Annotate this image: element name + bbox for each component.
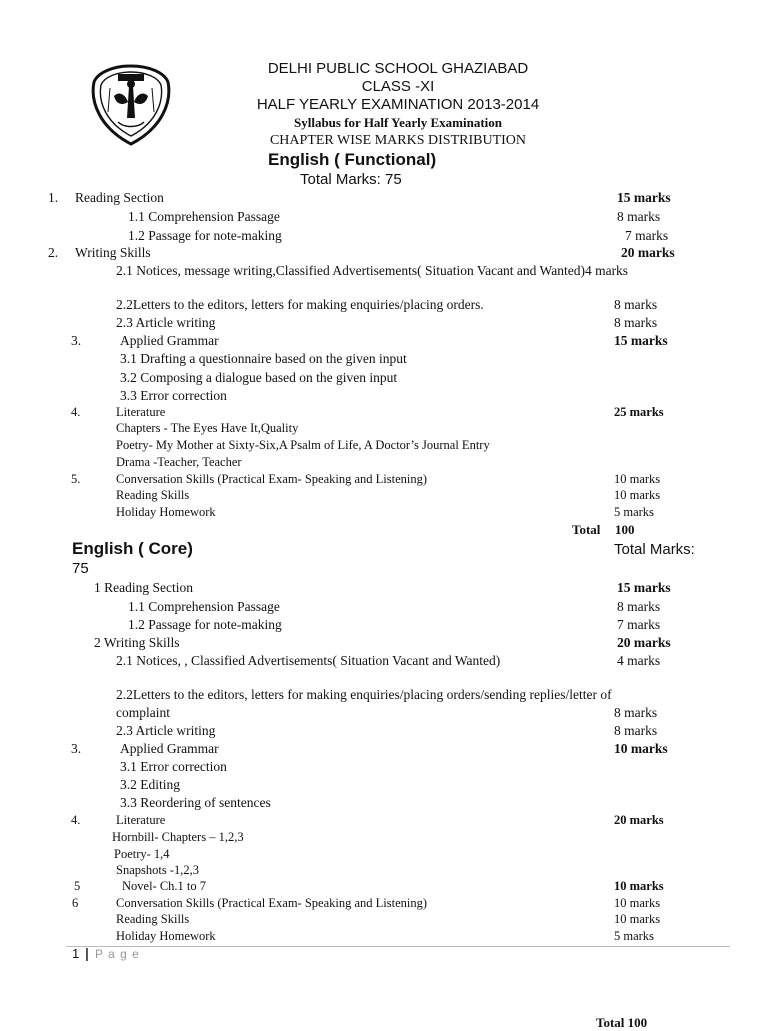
list-item-marks: 8 marks [617, 209, 661, 224]
list-item-text: 1 Reading Section [94, 580, 193, 595]
exam-title: HALF YEARLY EXAMINATION 2013-2014 [256, 96, 540, 113]
list-item-text: 1.2 Passage for note-making [128, 228, 282, 243]
list-item-text: Reading Section [75, 190, 164, 205]
list-item-text: 3.2 Composing a dialogue based on the given input [120, 370, 398, 385]
list-item-marks: 5 marks [614, 505, 654, 519]
list-item-number: 3. [71, 741, 82, 756]
core-total-marks-label: Total Marks: [614, 541, 695, 558]
list-item-number: 1. [48, 190, 59, 205]
list-item-text: Literature [116, 813, 166, 827]
list-item-marks: 5 marks [614, 929, 654, 943]
list-item-text: 2.2Letters to the editors, letters for making enquiries/placing orders. [116, 297, 484, 312]
list-item-marks: 10 marks [614, 488, 661, 502]
list-item-text: Conversation Skills (Practical Exam- Speaking and Listening) [116, 896, 428, 910]
bottom-cut-total: Total 100 [596, 1015, 648, 1030]
list-item-marks: 15 marks [617, 580, 671, 595]
list-item-text: Conversation Skills (Practical Exam- Speaking and Listening) [116, 472, 428, 486]
list-item-text: Applied Grammar [120, 333, 219, 348]
list-item-number: 3. [71, 333, 82, 348]
list-item-marks: 8 marks [614, 705, 658, 720]
list-item-number: 6 [72, 896, 79, 910]
list-item-text: Reading Skills [116, 912, 190, 926]
page-number-separator: | [85, 945, 89, 961]
list-item-number: 4. [71, 405, 81, 419]
list-item-marks: 10 marks [614, 896, 661, 910]
list-item-text: Poetry- My Mother at Sixty-Six,A Psalm of Life, A Doctor’s Journal Entry [116, 438, 490, 452]
list-item-text: 1.2 Passage for note-making [128, 617, 282, 632]
list-item-text: 2 Writing Skills [94, 635, 180, 650]
list-item-marks: 10 marks [614, 879, 664, 893]
list-item-number: 4. [71, 813, 81, 827]
list-item-text: 2.3 Article writing [116, 315, 216, 330]
list-item-text: Drama -Teacher, Teacher [116, 455, 242, 469]
list-item-marks: 8 marks [617, 599, 661, 614]
list-item-text: Snapshots -1,2,3 [116, 863, 199, 877]
list-item-marks: 20 marks [621, 245, 675, 260]
list-item-text: 2.2Letters to the editors, letters for making enquiries/placing orders/sending replies/letter of [116, 687, 612, 702]
list-item-text: Applied Grammar [120, 741, 219, 756]
class-title: CLASS -XI [361, 78, 435, 95]
list-item-text: 3.1 Error correction [120, 759, 227, 774]
list-item-number: 2. [48, 245, 59, 260]
list-item-marks: 4 marks [617, 653, 661, 668]
list-item-marks: 15 marks [617, 190, 671, 205]
distribution-title: CHAPTER WISE MARKS DISTRIBUTION [269, 133, 527, 148]
list-item-text: Hornbill- Chapters – 1,2,3 [112, 830, 244, 844]
syllabus-title: Syllabus for Half Yearly Examination [293, 115, 503, 130]
list-item-marks: 10 marks [614, 912, 661, 926]
list-item-text: Holiday Homework [116, 505, 216, 519]
functional-total-value: 100 [615, 522, 635, 537]
core-total-marks-value: 75 [72, 560, 89, 577]
list-item-marks: 15 marks [614, 333, 668, 348]
core-title: English ( Core) [72, 539, 193, 558]
list-item-text: Chapters - The Eyes Have It,Quality [116, 421, 299, 435]
page-label: P a g e [95, 947, 140, 961]
list-item-text: 3.1 Drafting a questionnaire based on the given input [120, 351, 407, 366]
list-item-marks: 10 marks [614, 741, 668, 756]
list-item-text: 1.1 Comprehension Passage [128, 209, 280, 224]
functional-total-label: Total [572, 522, 601, 537]
list-item-text: 2.3 Article writing [116, 723, 216, 738]
list-item-marks: 10 marks [614, 472, 661, 486]
list-item-text: 3.2 Editing [120, 777, 180, 792]
school-crest-logo [88, 62, 174, 148]
list-item-text: 2.1 Notices, , Classified Advertisements( Situation Vacant and Wanted) [116, 653, 501, 668]
list-item-marks: 7 marks [617, 617, 661, 632]
list-item-text: complaint [116, 705, 170, 720]
list-item-marks: 20 marks [617, 635, 671, 650]
functional-title: English ( Functional) [268, 150, 437, 169]
list-item-text: 2.1 Notices, message writing,Classified Advertisements( Situation Vacant and Wanted)4 marks [116, 263, 629, 278]
list-item-marks: 8 marks [614, 297, 658, 312]
list-item-marks: 20 marks [614, 813, 664, 827]
list-item-marks: 8 marks [614, 315, 658, 330]
list-item-marks: 8 marks [614, 723, 658, 738]
list-item-text: 1.1 Comprehension Passage [128, 599, 280, 614]
list-item-number: 5 [74, 879, 81, 893]
list-item-text: Novel- Ch.1 to 7 [122, 879, 207, 893]
list-item-number: 5. [71, 472, 81, 486]
list-item-text: 3.3 Error correction [120, 388, 227, 403]
list-item-text: Writing Skills [75, 245, 151, 260]
list-item-text: Literature [116, 405, 166, 419]
page-number: 1 [72, 946, 80, 961]
list-item-text: Reading Skills [116, 488, 190, 502]
school-name: DELHI PUBLIC SCHOOL GHAZIABAD [267, 60, 529, 77]
list-item-marks: 25 marks [614, 405, 664, 419]
footer-divider [66, 946, 730, 947]
functional-total-marks: Total Marks: 75 [300, 171, 402, 188]
list-item-text: 3.3 Reordering of sentences [120, 795, 271, 810]
list-item-text: Poetry- 1,4 [114, 847, 170, 861]
list-item-marks: 7 marks [625, 228, 669, 243]
list-item-text: Holiday Homework [116, 929, 216, 943]
